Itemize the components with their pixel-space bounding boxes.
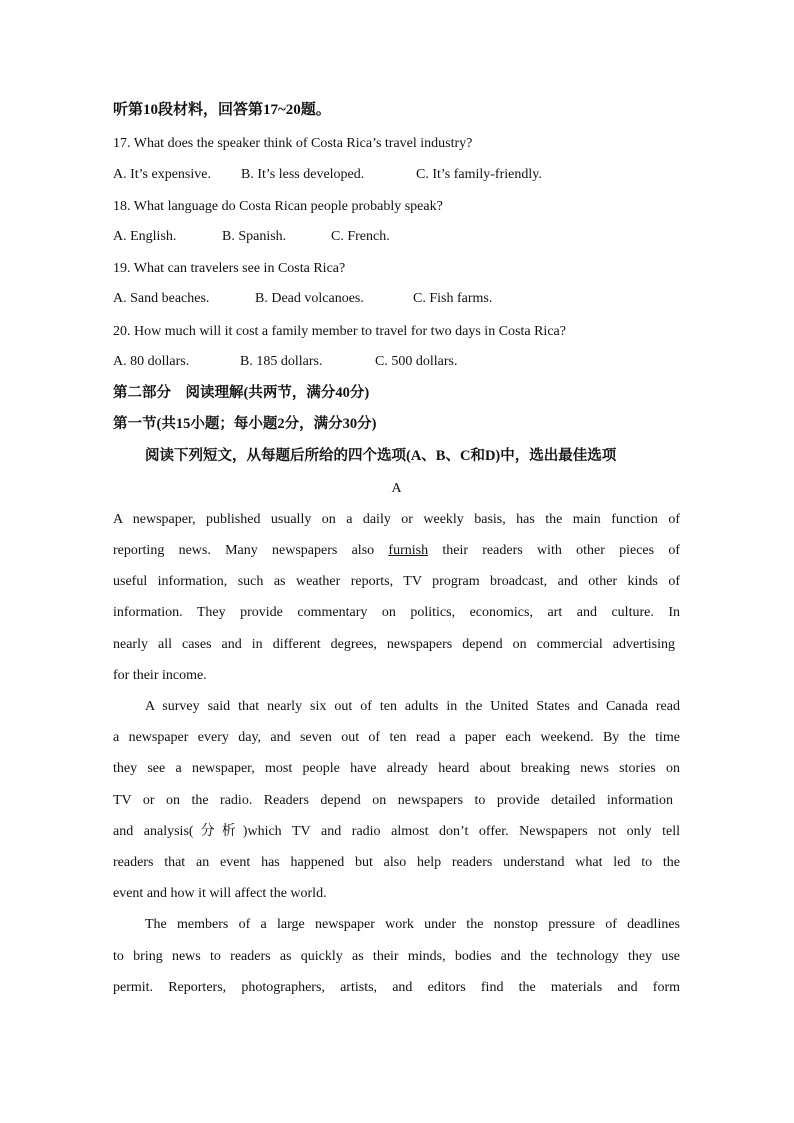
passage-label: A xyxy=(391,481,402,496)
option-19a: A. Sand beaches. xyxy=(113,291,210,306)
para1-line6: for their income. xyxy=(113,668,207,683)
para1-line5: nearly all cases and in different degrees, newspapers depend on commercial advertising xyxy=(113,637,675,652)
para2-line3: they see a newspaper, most people have already heard about breaking news stories on xyxy=(113,761,680,776)
para1-line3: useful information, such as weather reports, TV program broadcast, and other kinds of xyxy=(113,574,680,589)
underlined-word-furnish: furnish xyxy=(388,543,429,558)
para1-line2 xyxy=(113,542,680,560)
option-18b: B. Spanish. xyxy=(222,229,287,244)
para2-line4: TV or on the radio. Readers depend on newspapers to provide detailed information xyxy=(113,793,673,808)
para3-line2: to bring news to readers as quickly as their minds, bodies and the technology they use xyxy=(113,949,680,964)
question-19: 19. What can travelers see in Costa Rica? xyxy=(113,261,346,276)
option-19c: C. Fish farms. xyxy=(413,291,493,306)
question-20: 20. How much will it cost a family member to travel for two days in Costa Rica? xyxy=(113,324,566,339)
option-20b: B. 185 dollars. xyxy=(240,354,323,369)
option-17c: C. It’s family-friendly. xyxy=(416,167,542,182)
section-header: 听第10段材料，回答第17~20题。 xyxy=(113,102,331,118)
para1-line1: A newspaper, published usually on a daily or weekly basis, has the main function of xyxy=(113,512,680,527)
para1-line4: information. They provide commentary on politics, economics, art and culture. In xyxy=(113,605,680,620)
reading-instruction: 阅读下列短文，从每题后所给的四个选项(A、B、C和D)中，选出最佳选项 xyxy=(145,448,617,464)
para2-line5: and analysis(分析)which TV and radio almost don’t offer. Newspapers not only tell xyxy=(113,824,680,839)
para3-line3: permit. Reporters, photographers, artists, and editors find the materials and form xyxy=(113,980,680,995)
option-19b: B. Dead volcanoes. xyxy=(255,291,364,306)
option-20a: A. 80 dollars. xyxy=(113,354,190,369)
part-two-title: 第二部分 阅读理解(共两节，满分40分) xyxy=(113,385,370,401)
para2-line6: readers that an event has happened but also help readers understand what led to the xyxy=(113,855,680,870)
option-18a: A. English. xyxy=(113,229,177,244)
option-17a: A. It’s expensive. xyxy=(113,167,211,182)
para1-line2-post: their readers with other pieces of xyxy=(442,543,681,558)
option-18c: C. French. xyxy=(331,229,390,244)
option-17b: B. It’s less developed. xyxy=(241,167,365,182)
section-one-title: 第一节(共15小题；每小题2分，满分30分) xyxy=(113,416,377,432)
para1-line2-pre: reporting news. Many newspapers also xyxy=(113,543,375,558)
para2-line1: A survey said that nearly six out of ten adults in the United States and Canada read xyxy=(145,699,680,714)
question-18: 18. What language do Costa Rican people probably speak? xyxy=(113,199,443,214)
para3-line1: The members of a large newspaper work under the nonstop pressure of deadlines xyxy=(145,917,680,932)
question-17: 17. What does the speaker think of Costa Rica’s travel industry? xyxy=(113,136,473,151)
para2-line7: event and how it will affect the world. xyxy=(113,886,327,901)
para2-line2: a newspaper every day, and seven out of ten read a paper each weekend. By the time xyxy=(113,730,680,745)
option-20c: C. 500 dollars. xyxy=(375,354,458,369)
